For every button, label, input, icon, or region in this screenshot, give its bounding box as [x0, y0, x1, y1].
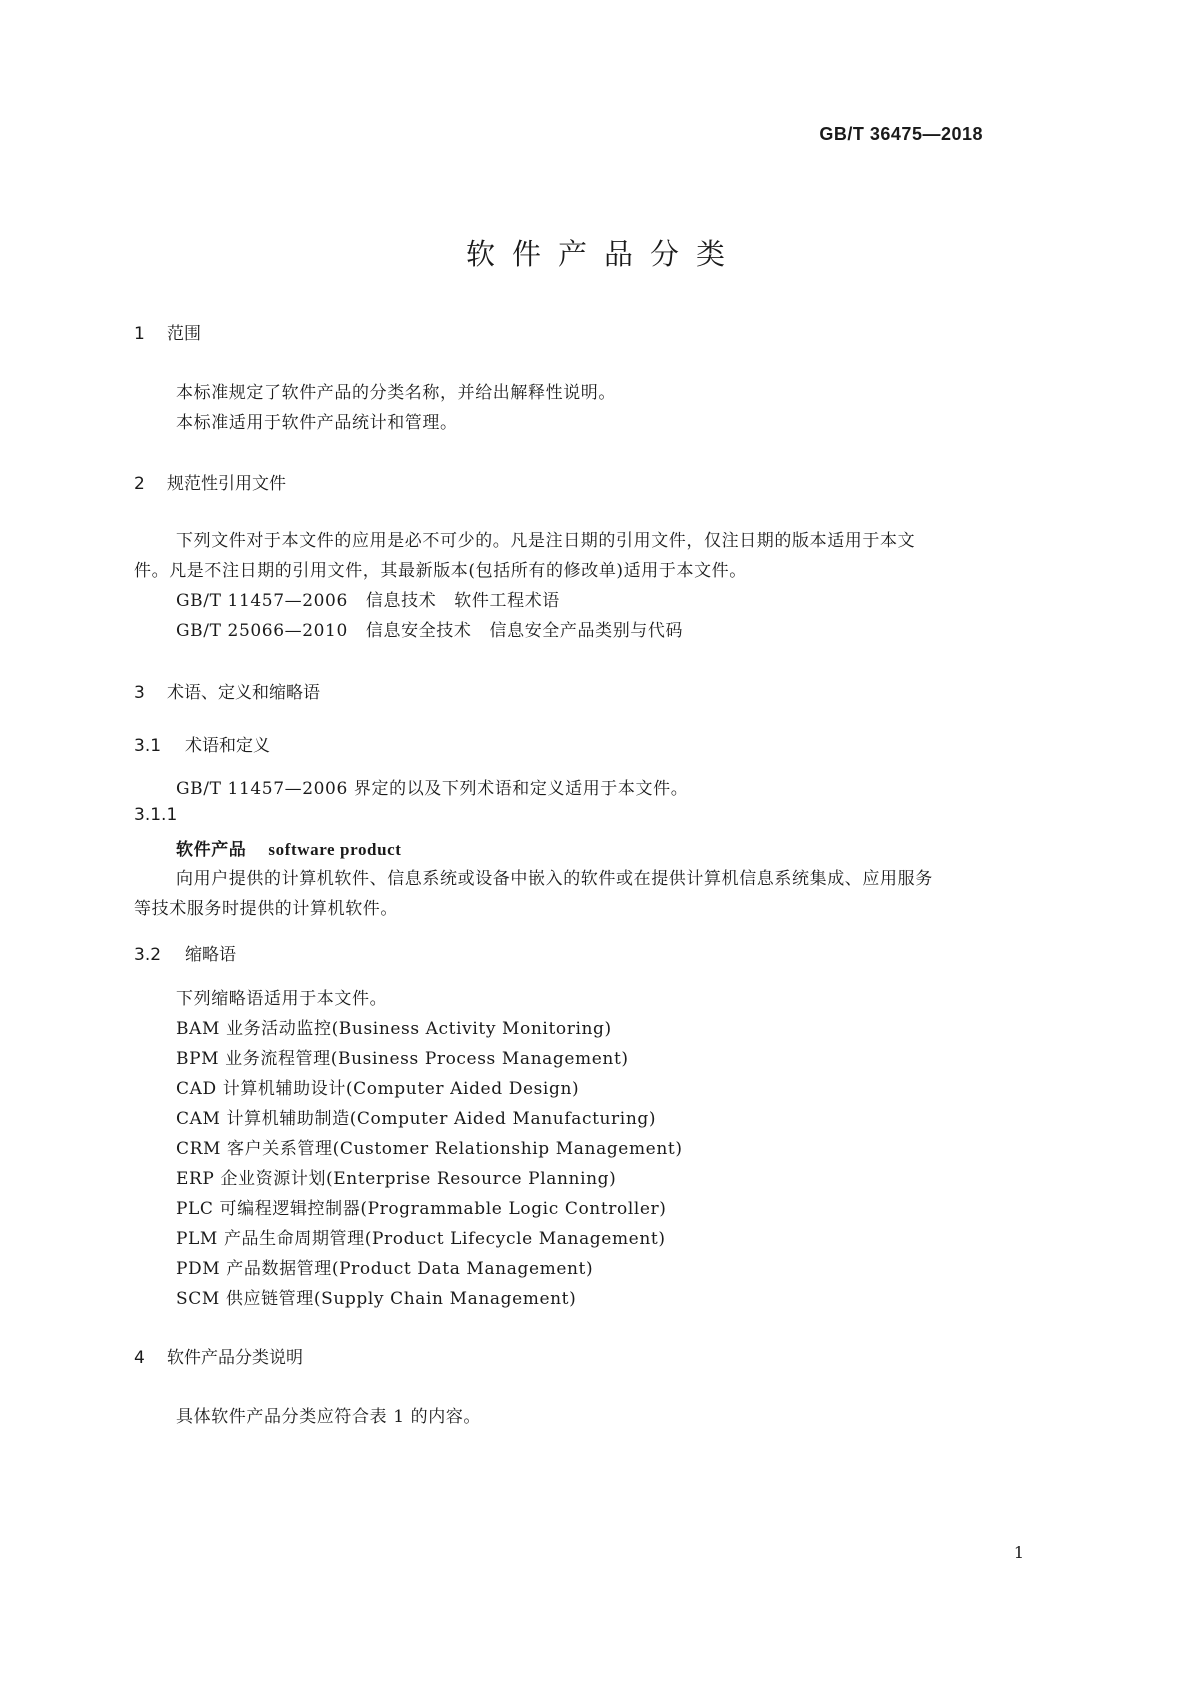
abbreviation-item: ERP 企业资源计划(Enterprise Resource Planning)	[176, 1169, 617, 1189]
normative-reference	[176, 586, 560, 611]
section-title: 软件产品分类说明	[167, 1348, 303, 1368]
paragraph-line: 件。凡是不注日期的引用文件，其最新版本(包括所有的修改单)适用于本文件。	[134, 561, 747, 581]
section-1-heading	[134, 319, 201, 344]
abbreviation-item: CAD 计算机辅助设计(Computer Aided Design)	[176, 1079, 580, 1099]
paragraph: 本标准适用于软件产品统计和管理。	[176, 413, 458, 433]
section-title: 缩略语	[185, 945, 236, 965]
section-number: 4	[134, 1348, 145, 1368]
reference-title: 软件工程术语	[454, 591, 560, 611]
section-number: 3.1	[134, 736, 162, 756]
term-number: 3.1.1	[134, 805, 178, 825]
section-title: 术语和定义	[185, 736, 270, 756]
section-2-heading	[134, 469, 286, 494]
abbreviation-item: PDM 产品数据管理(Product Data Management)	[176, 1259, 594, 1279]
paragraph: 具体软件产品分类应符合表 1 的内容。	[176, 1407, 482, 1427]
reference-title: 信息安全产品类别与代码	[489, 621, 684, 641]
section-number: 2	[134, 474, 145, 494]
paragraph: GB/T 11457—2006 界定的以及下列术语和定义适用于本文件。	[176, 779, 689, 799]
reference-code: GB/T 11457—2006	[176, 591, 348, 611]
page-number: 1	[1013, 1543, 1024, 1562]
abbreviation-item: BPM 业务流程管理(Business Process Management)	[176, 1049, 629, 1069]
section-3-heading	[134, 678, 320, 703]
section-3-2-heading	[134, 940, 236, 965]
abbreviation-item: CAM 计算机辅助制造(Computer Aided Manufacturing)	[176, 1109, 657, 1129]
paragraph: 下列缩略语适用于本文件。	[176, 989, 388, 1009]
document-title: 软件产品分类	[465, 237, 742, 271]
section-3-1-heading	[134, 731, 270, 756]
reference-title: 信息安全技术	[365, 621, 472, 641]
paragraph: 本标准规定了软件产品的分类名称，并给出解释性说明。	[176, 383, 616, 403]
section-title: 术语、定义和缩略语	[167, 683, 320, 703]
definition-line: 等技术服务时提供的计算机软件。	[134, 899, 398, 919]
normative-reference	[176, 616, 683, 641]
section-number: 3.2	[134, 945, 162, 965]
abbreviation-item: SCM 供应链管理(Supply Chain Management)	[176, 1289, 577, 1309]
section-number: 1	[134, 324, 145, 344]
term-chinese: 软件产品	[176, 840, 247, 860]
section-4-heading	[134, 1343, 303, 1368]
section-title: 规范性引用文件	[167, 474, 286, 494]
reference-code: GB/T 25066—2010	[176, 621, 348, 641]
abbreviation-item: PLC 可编程逻辑控制器(Programmable Logic Controller)	[176, 1199, 667, 1219]
abbreviation-item: PLM 产品生命周期管理(Product Lifecycle Management)	[176, 1229, 666, 1249]
section-number: 3	[134, 683, 145, 703]
paragraph-line: 下列文件对于本文件的应用是必不可少的。凡是注日期的引用文件，仅注日期的版本适用于本文	[176, 531, 916, 551]
term-english: software product	[268, 840, 402, 859]
reference-title: 信息技术	[365, 591, 437, 611]
standard-code: GB/T 36475—2018	[819, 124, 983, 144]
section-title: 范围	[167, 324, 201, 344]
abbreviation-item: CRM 客户关系管理(Customer Relationship Management)	[176, 1139, 683, 1159]
abbreviation-item: BAM 业务活动监控(Business Activity Monitoring)	[176, 1019, 612, 1039]
term-entry	[176, 835, 402, 860]
definition-line: 向用户提供的计算机软件、信息系统或设备中嵌入的软件或在提供计算机信息系统集成、应用服务	[176, 869, 933, 889]
